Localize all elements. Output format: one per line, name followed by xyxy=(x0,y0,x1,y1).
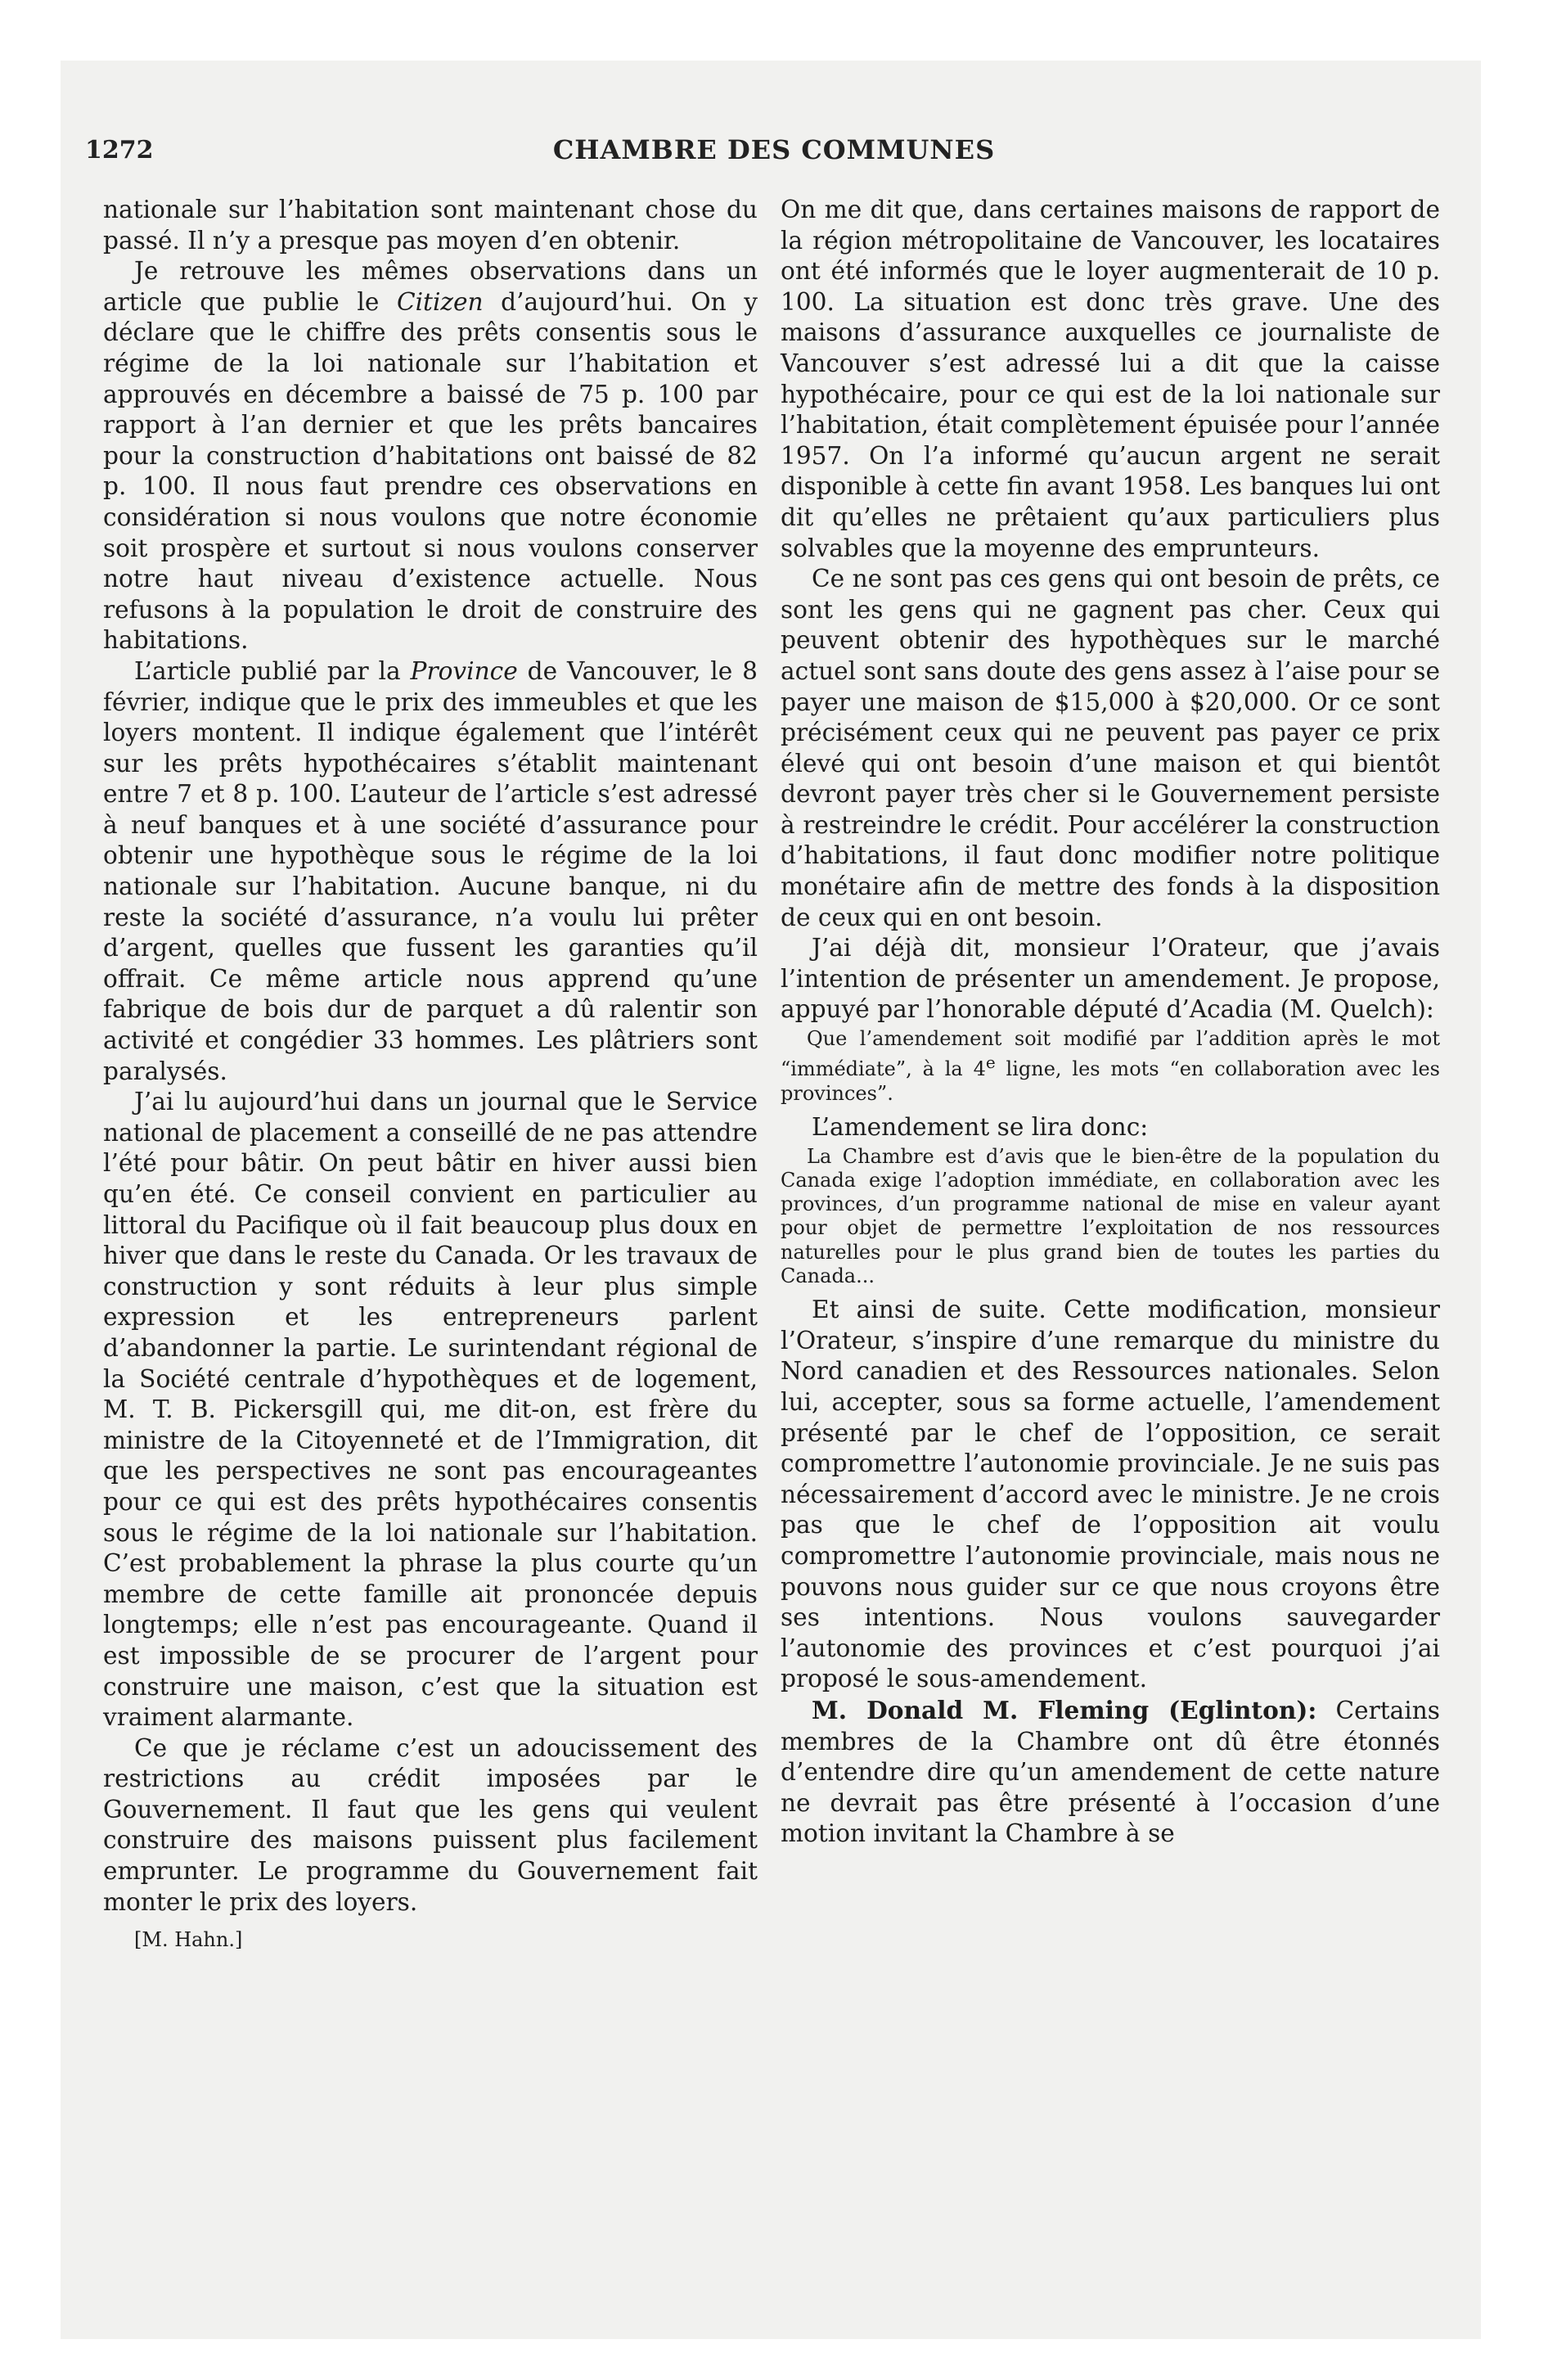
paragraph: M. Donald M. Fleming (Eglinton): Certains membres de la Chambre ont dû être étonnés d’entendre dire qu’un amendement de cette nature ne devrait pas être présenté à l’occasion d’une motion invitant la Chambre à se xyxy=(781,1696,1440,1848)
speaker-footnote: [M. Hahn.] xyxy=(134,1928,243,1952)
paragraph: Ce que je réclame c’est un adoucissement des restrictions au crédit imposées par le Gouvernement. Il faut que les gens qui veulent construire des maisons puissent plus facilement emprunter. Le programme du Gouvernement fait monter le prix des loyers. xyxy=(103,1733,758,1916)
paragraph: Et ainsi de suite. Cette modification, monsieur l’Orateur, s’inspire d’une remarque du ministre du Nord canadien et des Ressources nationales. Selon lui, accepter, sous sa forme actuelle, l’amendement présenté par le chef de l’opposition, ce serait compromettre l’autonomie provinciale. Je ne suis pas nécessairement d’accord avec le ministre. Je ne crois pas que le chef de l’opposition ait voulu compromettre l’autonomie provinciale, mais nous ne pouvons nous guider sur ce que nous croyons être ses intentions. Nous voulons sauvegarder l’autonomie des provinces et c’est pourquoi j’ai proposé le sous-amendement. xyxy=(781,1296,1440,1693)
paragraph: L’amendement se lira donc: xyxy=(812,1112,1149,1141)
paragraph: Ce ne sont pas ces gens qui ont besoin de prêts, ce sont les gens qui ne gagnent pas cher. Ceux qui peuvent obtenir des hypothèques sur le marché actuel sont sans doute des gens assez à l’aise pour se payer une maison de $15,000 à $20,000. Or ce sont précisément ceux qui ne peuvent pas payer ce prix élevé qui ont besoin d’une maison et qui bientôt devront payer très cher si le Gouvernement persiste à restreindre le crédit. Pour accélérer la construction d’habitations, il faut donc modifier notre politique monétaire afin de mettre des fonds à la disposition de ceux qui en ont besoin. xyxy=(781,565,1440,931)
speaker-name: M. Donald M. Fleming (Eglinton): xyxy=(812,1696,1317,1725)
amendment-quote: Que l’amendement soit modifié par l’addition après le mot “immédiate”, à la 4e ligne, les mots “en collaboration avec les provinces”. xyxy=(781,1027,1440,1105)
paragraph: On me dit que, dans certaines maisons de rapport de la région métropolitaine de Vancouver, les locataires ont été informés que le loyer augmenterait de 10 p. 100. La situation est donc très grave. Une des maisons d’assurance auxquelles ce journaliste de Vancouver s’est adressé lui a dit que la caisse hypothécaire, pour ce qui est de la loi nationale sur l’habitation, était complètement épuisée pour l’année 1957. On l’a informé qu’aucun argent ne serait disponible à cette fin avant 1958. Les banques lui ont dit qu’elles ne prêtaient qu’aux particuliers plus solvables que la moyenne des emprunteurs. xyxy=(781,196,1440,562)
newspaper-title: Province xyxy=(410,656,518,685)
page-number: 1272 xyxy=(85,136,154,165)
running-header: CHAMBRE DES COMMUNES xyxy=(552,134,996,165)
paragraph: L’article publié par la Province de Vancouver, le 8 février, indique que le prix des immeubles et que les loyers montent. Il indique également que l’intérêt sur les prêts hypothécaires s’établit maintenant entre 7 et 8 p. 100. L’auteur de l’article s’est adressé à neuf banques et à une société d’assurance pour obtenir une hypothèque sous le régime de la loi nationale sur l’habitation. Aucune banque, ni du reste la société d’assurance, n’a voulu lui prêter d’argent, quelles que fussent les garanties qu’il offrait. Ce même article nous apprend qu’une fabrique de bois dur de parquet a dû ralentir son activité et congédier 33 hommes. Les plâtriers sont paralysés. xyxy=(103,656,758,1085)
paragraph: nationale sur l’habitation sont maintenant chose du passé. Il n’y a presque pas moyen d’en obtenir. xyxy=(103,196,758,255)
right-column xyxy=(781,195,1440,1850)
paragraph: J’ai déjà dit, monsieur l’Orateur, que j’avais l’intention de présenter un amendement. Je propose, appuyé par l’honorable député d’Acadia (M. Quelch): xyxy=(781,934,1440,1024)
paragraph: Je retrouve les mêmes observations dans un article que publie le Citizen d’aujourd’hui. On y déclare que le chiffre des prêts consentis sous le régime de la loi nationale sur l’habitation et approuvés en décembre a baissé de 75 p. 100 par rapport à l’an dernier et que les prêts bancaires pour la construction d’habitations ont baissé de 82 p. 100. Il nous faut prendre ces observations en considération si nous voulons que notre économie soit prospère et surtout si nous voulons conserver notre haut niveau d’existence actuelle. Nous refusons à la population le droit de construire des habitations. xyxy=(103,257,758,655)
amended-motion-quote: La Chambre est d’avis que le bien-être de la population du Canada exige l’adoption immédiate, en collaboration avec les provinces, d’un programme national de mise en valeur ayant pour objet de permettre l’exploitation de nos ressources naturelles pour le plus grand bien de toutes les parties du Canada... xyxy=(781,1144,1440,1287)
newspaper-title: Citizen xyxy=(396,287,484,316)
left-column xyxy=(103,195,758,1952)
paragraph: J’ai lu aujourd’hui dans un journal que le Service national de placement a conseillé de ne pas attendre l’été pour bâtir. On peut bâtir en hiver aussi bien qu’en été. Ce conseil convient en particulier au littoral du Pacifique où il fait beaucoup plus doux en hiver que dans le reste du Canada. Or les travaux de construction y sont réduits à leur plus simple expression et les entrepreneurs parlent d’abandonner la partie. Le surintendant régional de la Société centrale d’hypothèques et de logement, M. T. B. Pickersgill qui, me dit-on, est frère du ministre de la Citoyenneté et de l’Immigration, dit que les perspectives ne sont pas encourageantes pour ce qui est des prêts hypothécaires consentis sous le régime de la loi nationale sur l’habitation. C’est probablement la phrase la plus courte qu’un membre de cette famille ait prononcée depuis longtemps; elle n’est pas encourageante. Quand il est impossible de se procurer de l’argent pour construire une maison, c’est que la situation est vraiment alarmante. xyxy=(103,1088,758,1732)
